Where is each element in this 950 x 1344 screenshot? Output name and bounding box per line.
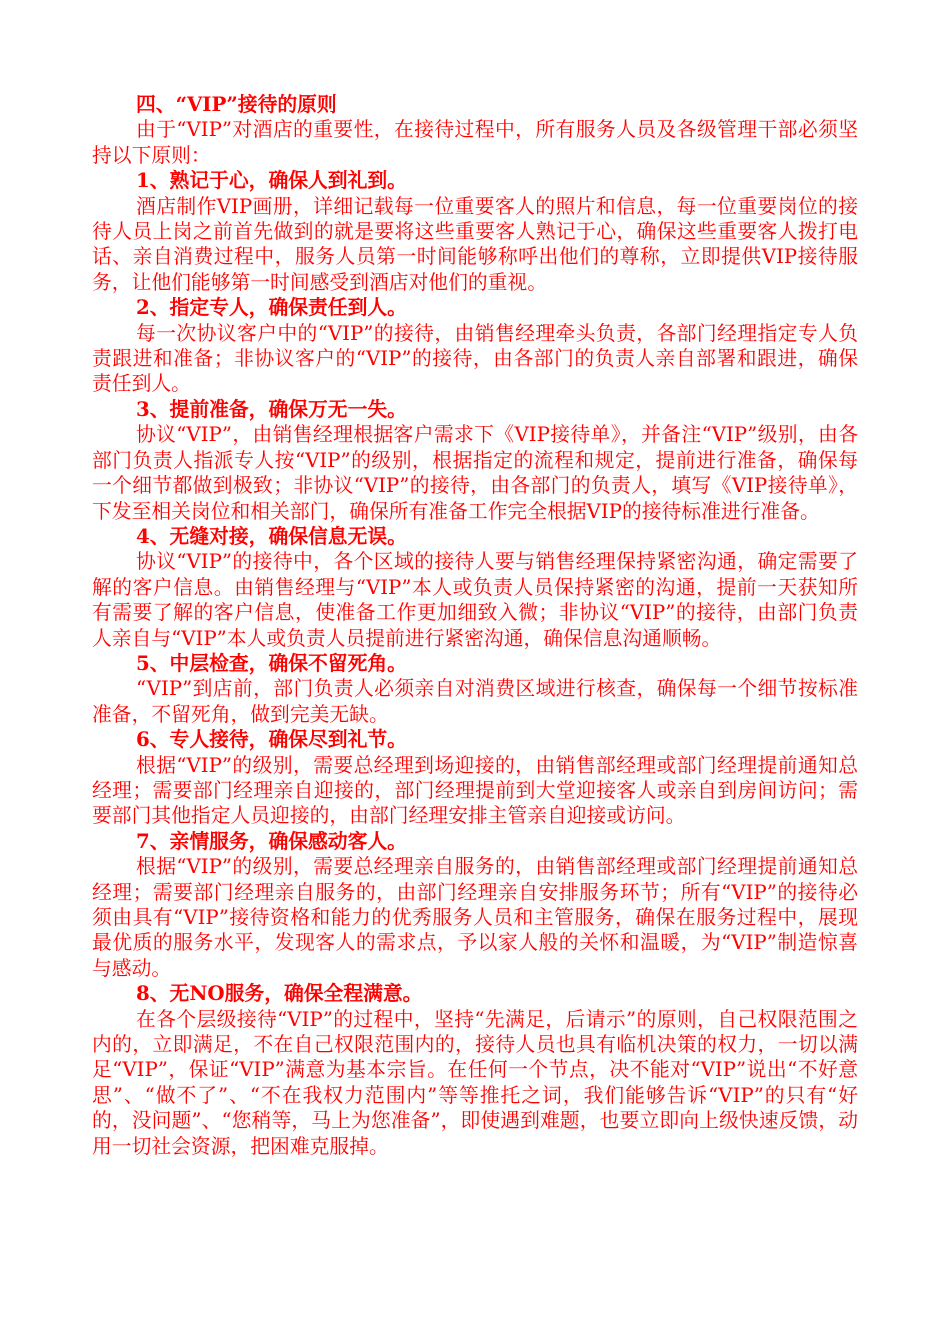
- section-5: [92, 651, 858, 727]
- section-heading: 1、熟记于心，确保人到礼到。: [136, 168, 407, 193]
- section-body: 根据“VIP”的级别，需要总经理亲自服务的，由销售部经理或部门经理提前通知总经理；需要部门经理亲自服务的，由部门经理亲自安排服务环节；所有“VIP”的接待必须由具有“VIP”接待资格和能力的优秀服务人员和主管服务，确保在服务过程中，展现最优质的服务水平，发现客人的需求点，予以家人般的关怀和温暖，为“VIP”制造惊喜与感动。: [92, 855, 858, 980]
- section-1: [92, 168, 858, 295]
- document-title: 四、“VIP”接待的原则: [136, 92, 337, 116]
- section-heading: 8、无NO服务，确保全程满意。: [136, 981, 423, 1006]
- section-heading: 2、指定专人，确保责任到人。: [136, 295, 407, 320]
- section-heading: 6、专人接待，确保尽到礼节。: [136, 727, 407, 752]
- document-page: [92, 92, 858, 1159]
- section-body: 协议“VIP”，由销售经理根据客户需求下《VIP接待单》，并备注“VIP”级别，由各部门负责人指派专人按“VIP”的级别，根据指定的流程和规定，提前进行准备，确保每一个细节都做到极致；非协议“VIP”的接待，由各部门的负责人，填写《VIP接待单》，下发至相关岗位和相关部门，确保所有准备工作完全根据VIP的接待标准进行准备。: [92, 423, 858, 523]
- section-body: 酒店制作VIP画册，详细记载每一位重要客人的照片和信息，每一位重要岗位的接待人员上岗之前首先做到的就是要将这些重要客人熟记于心，确保这些重要客人拨打电话、亲自消费过程中，服务人员第一时间能够称呼出他们的尊称，立即提供VIP接待服务，让他们能够第一时间感受到酒店对他们的重视。: [92, 194, 858, 294]
- section-body: 根据“VIP”的级别，需要总经理到场迎接的，由销售部经理或部门经理提前通知总经理；需要部门经理亲自迎接的，部门经理提前到大堂迎接客人或亲自到房间访问；需要部门其他指定人员迎接的，由部门经理安排主管亲自迎接或访问。: [92, 753, 858, 828]
- section-4: [92, 524, 858, 651]
- section-body: 每一次协议客户中的“VIP”的接待，由销售经理牵头负责，各部门经理指定专人负责跟进和准备；非协议客户的“VIP”的接待，由各部门的负责人亲自部署和跟进，确保责任到人。: [92, 321, 858, 396]
- section-heading: 4、无缝对接，确保信息无误。: [136, 523, 407, 548]
- section-heading: 3、提前准备，确保万无一失。: [136, 396, 407, 421]
- section-body: 在各个层级接待“VIP”的过程中，坚持“先满足，后请示”的原则，自己权限范围之内的，立即满足，不在自己权限范围内的，接待人员也具有临机决策的权力，一切以满足“VIP”，保证“VIP”满意为基本宗旨。在任何一个节点，决不能对“VIP”说出“不好意思”、“做不了”、“不在我权力范围内”等等推托之词，我们能够告诉“VIP”的只有“好的，没问题”、“您稍等，马上为您准备”，即使遇到难题，也要立即向上级快速反馈，动用一切社会资源，把困难克服掉。: [92, 1007, 858, 1158]
- intro-paragraph: 由于“VIP”对酒店的重要性，在接待过程中，所有服务人员及各级管理干部必须坚持以下原则：: [92, 118, 858, 167]
- section-body: “VIP”到店前，部门负责人必须亲自对消费区域进行核查，确保每一个细节按标准准备，不留死角，做到完美无缺。: [92, 677, 858, 726]
- section-heading: 7、亲情服务，确保感动客人。: [136, 828, 407, 853]
- section-7: [92, 829, 858, 981]
- section-heading: 5、中层检查，确保不留死角。: [136, 650, 407, 675]
- section-6: [92, 727, 858, 829]
- section-2: [92, 295, 858, 397]
- section-8: [92, 981, 858, 1159]
- section-3: [92, 397, 858, 524]
- section-body: 协议“VIP”的接待中，各个区域的接待人要与销售经理保持紧密沟通，确定需要了解的客户信息。由销售经理与“VIP”本人或负责人员保持紧密的沟通，提前一天获知所有需要了解的客户信息，使准备工作更加细致入微；非协议“VIP”的接待，由部门负责人亲自与“VIP”本人或负责人员提前进行紧密沟通，确保信息沟通顺畅。: [92, 550, 858, 650]
